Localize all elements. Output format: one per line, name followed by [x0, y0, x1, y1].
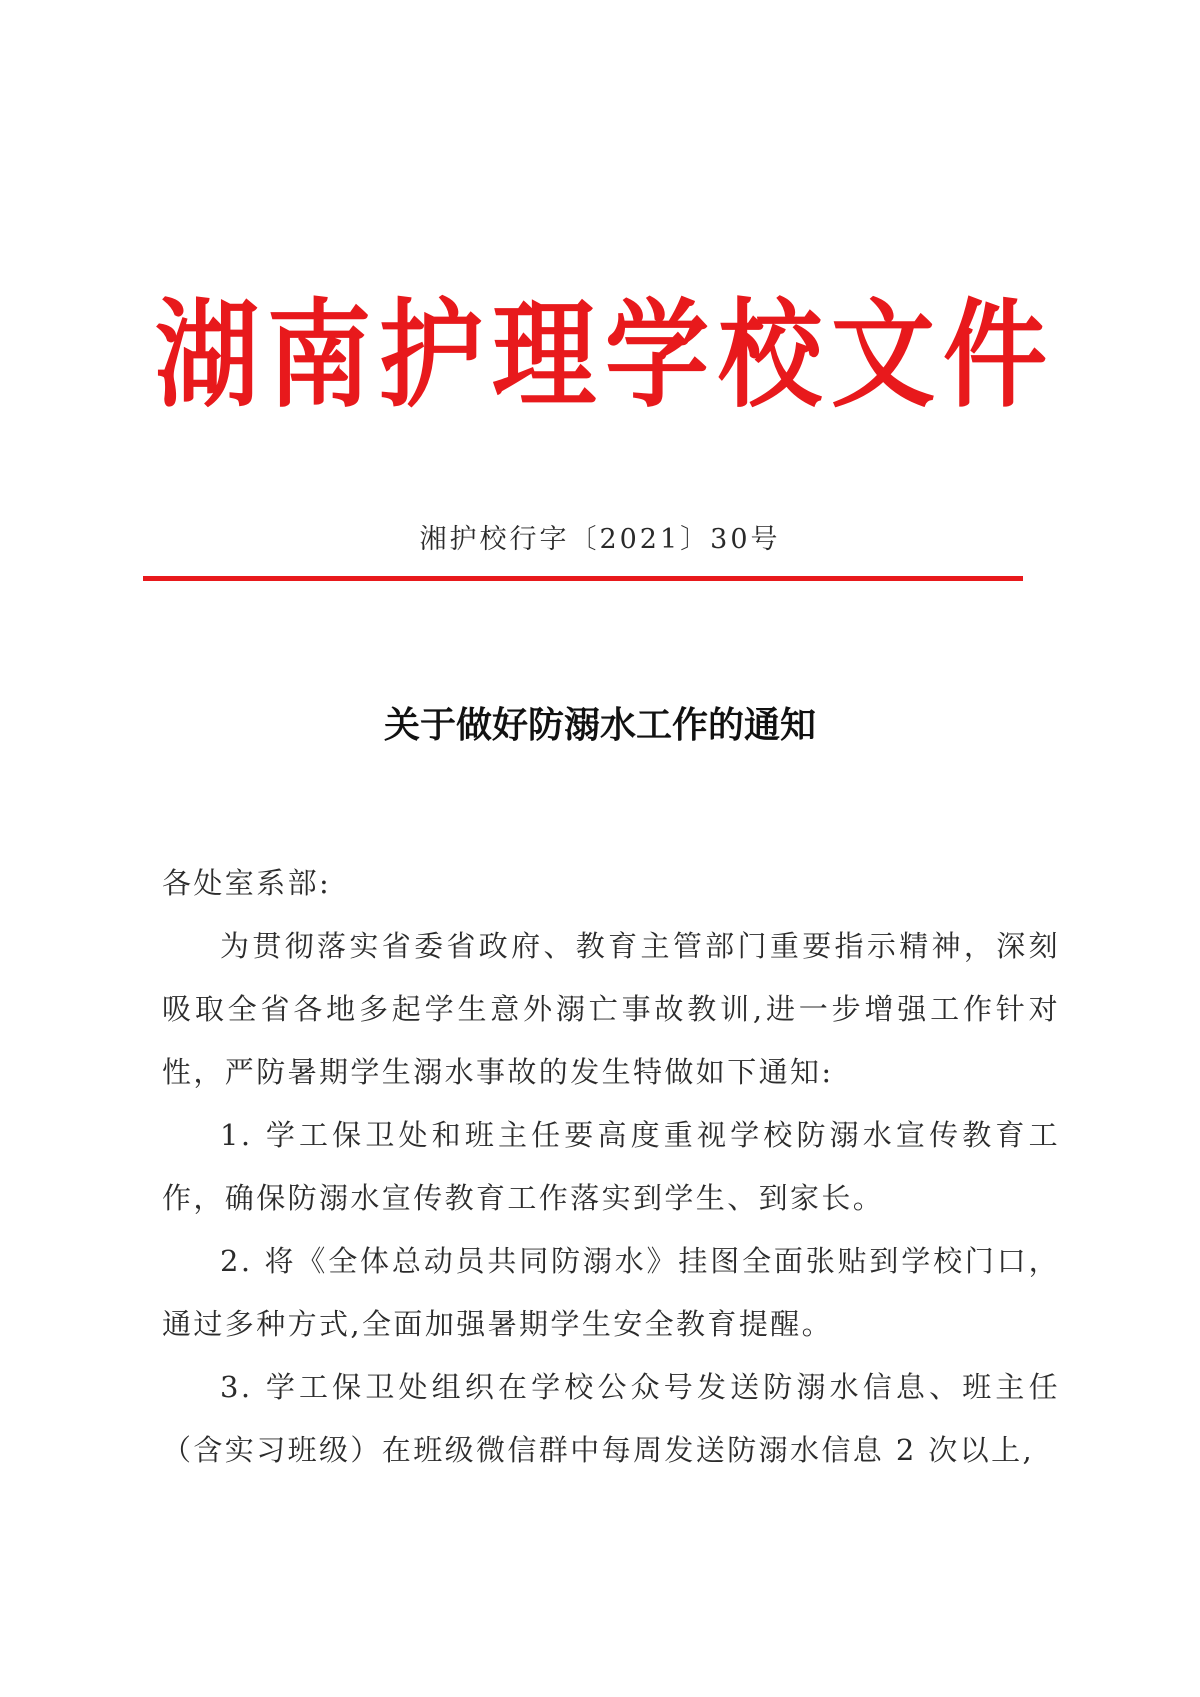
document-number: 湘护校行字〔2021〕30号	[419, 524, 781, 555]
body-paragraph: 1. 学工保卫处和班主任要高度重视学校防溺水宣传教育工作，确保防溺水宣传教育工作落实到学生、到家长。	[162, 1118, 1060, 1215]
header-char: 文	[830, 285, 935, 424]
header-char: 学	[604, 285, 709, 424]
header-char: 湖	[154, 285, 259, 424]
notice-body	[162, 852, 1060, 1482]
header-char: 件	[942, 285, 1047, 424]
salutation: 各处室系部:	[162, 866, 332, 900]
header-char: 校	[717, 285, 822, 424]
document-header	[0, 285, 1200, 424]
header-char: 南	[266, 285, 371, 424]
notice-title: 关于做好防溺水工作的通知	[383, 704, 816, 746]
body-paragraph: 为贯彻落实省委省政府、教育主管部门重要指示精神，深刻吸取全省各地多起学生意外溺亡事故教训,进一步增强工作针对性，严防暑期学生溺水事故的发生特做如下通知:	[162, 929, 1060, 1089]
body-paragraph: 2. 将《全体总动员共同防溺水》挂图全面张贴到学校门口，通过多种方式,全面加强暑期学生安全教育提醒。	[162, 1244, 1060, 1341]
header-char: 护	[378, 285, 483, 424]
header-char: 理	[491, 285, 596, 424]
header-divider	[143, 576, 1023, 581]
body-paragraph: 3. 学工保卫处组织在学校公众号发送防溺水信息、班主任（含实习班级）在班级微信群中每周发送防溺水信息 2 次以上,	[162, 1370, 1060, 1467]
